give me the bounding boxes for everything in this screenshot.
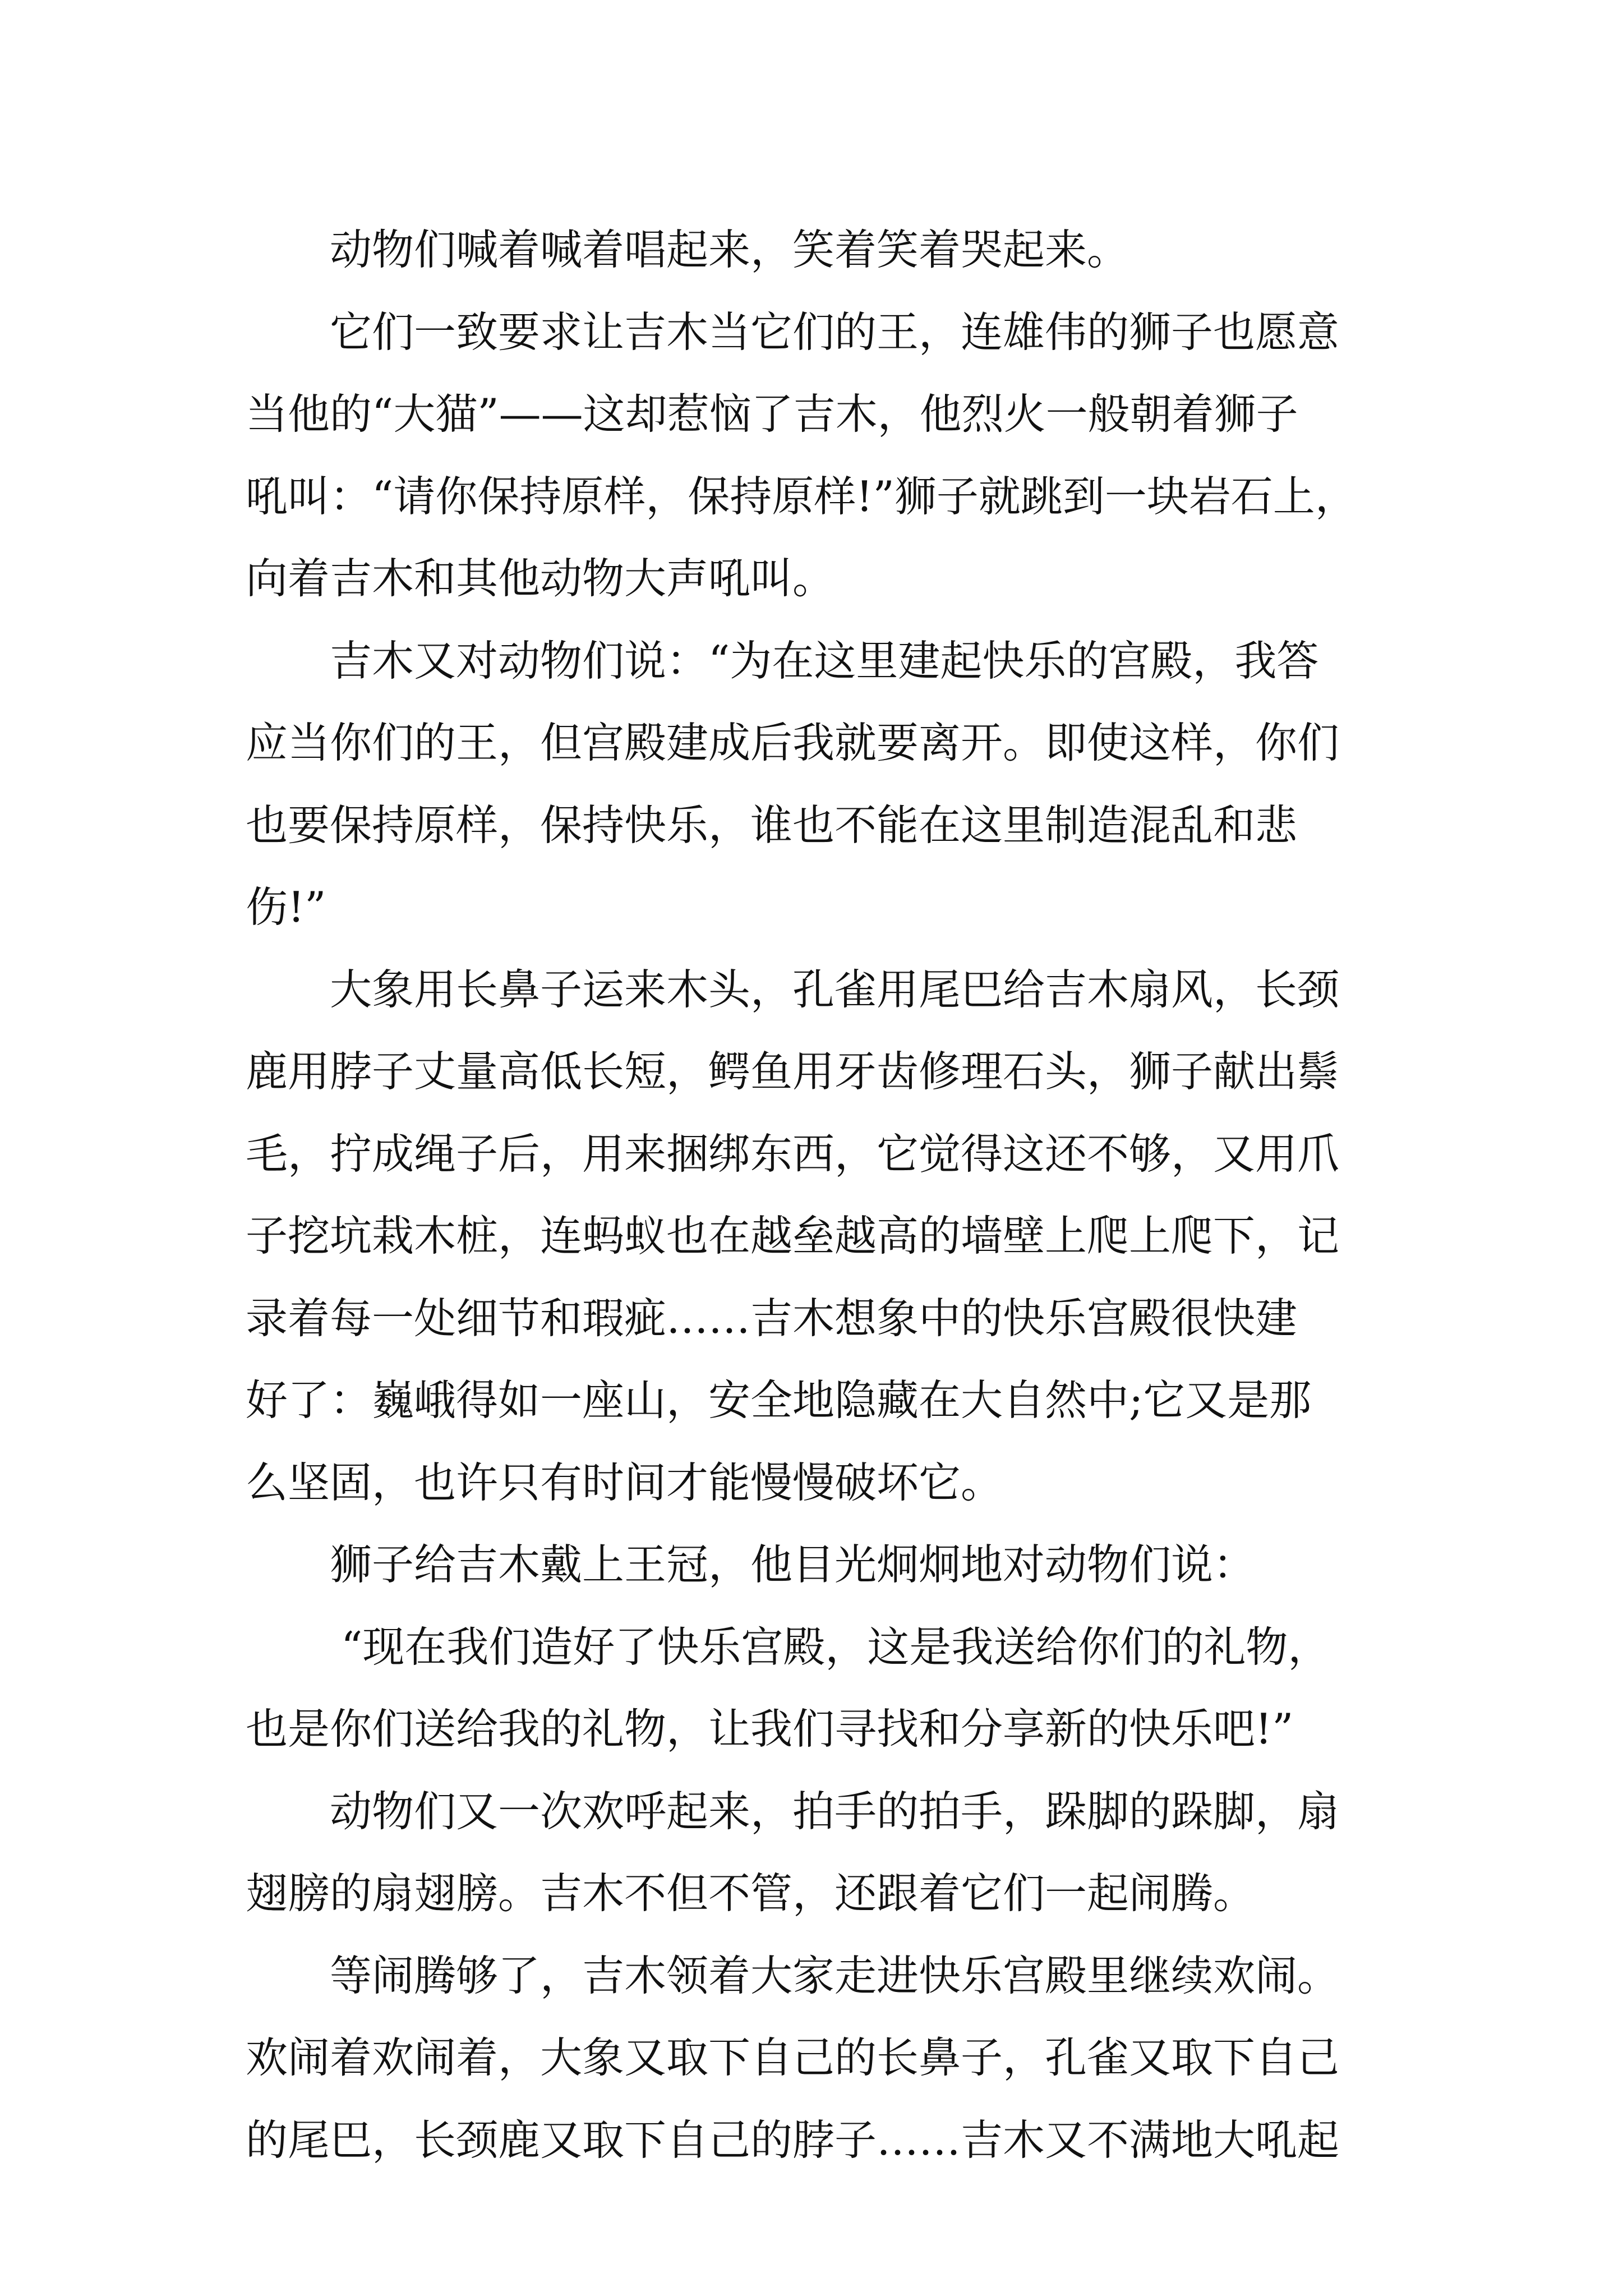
text-line: 欢闹着欢闹着，大象又取下自己的长鼻子，孔雀又取下自己 (246, 2033, 1340, 2082)
text-line: 等闹腾够了，吉木领着大家走进快乐宫殿里继续欢闹。 (330, 1950, 1340, 2000)
text-line: 的尾巴，长颈鹿又取下自己的脖子……吉木又不满地大吼起 (246, 2115, 1340, 2165)
text-line: 吉木又对动物们说：“为在这里建起快乐的宫殿，我答 (330, 636, 1319, 685)
text-line: 向着吉木和其他动物大声吼叫。 (246, 554, 835, 603)
text-line: 好了：巍峨得如一座山，安全地隐藏在大自然中;它又是那 (246, 1375, 1312, 1425)
text-line: 伤!” (246, 882, 326, 932)
text-line: 也要保持原样，保持快乐，谁也不能在这里制造混乱和悲 (246, 800, 1298, 850)
text-line: 也是你们送给我的礼物，让我们寻找和分享新的快乐吧!” (246, 1704, 1294, 1754)
body-text (246, 209, 1387, 2181)
text-line: 翅膀的扇翅膀。吉木不但不管，还跟着它们一起闹腾。 (246, 1869, 1256, 1918)
text-line: 大象用长鼻子运来木头，孔雀用尾巴给吉木扇风，长颈 (330, 964, 1340, 1014)
text-line: 录着每一处细节和瑕疵……吉木想象中的快乐宫殿很快建 (246, 1293, 1298, 1343)
text-line: “现在我们造好了快乐宫殿，这是我送给你们的礼物， (341, 1622, 1330, 1672)
text-line: 毛，拧成绳子后，用来捆绑东西，它觉得这还不够，又用爪 (246, 1129, 1340, 1179)
text-line: 鹿用脖子丈量高低长短，鳄鱼用牙齿修理石头，狮子献出鬃 (246, 1047, 1340, 1096)
text-line: 吼叫：“请你保持原样，保持原样!”狮子就跳到一块岩石上， (246, 471, 1357, 521)
text-line: 动物们喊着喊着唱起来，笑着笑着哭起来。 (330, 225, 1129, 274)
text-line: 狮子给吉木戴上王冠，他目光炯炯地对动物们说： (330, 1540, 1256, 1589)
text-line: 它们一致要求让吉木当它们的王，连雄伟的狮子也愿意 (330, 307, 1340, 357)
text-line: 当他的“大猫”——这却惹恼了吉木，他烈火一般朝着狮子 (246, 389, 1298, 439)
text-line: 么坚固，也许只有时间才能慢慢破坏它。 (246, 1457, 1003, 1507)
text-line: 动物们又一次欢呼起来，拍手的拍手，跺脚的跺脚，扇 (330, 1786, 1340, 1836)
text-line: 应当你们的王，但宫殿建成后我就要离开。即使这样，你们 (246, 718, 1340, 767)
text-line: 子挖坑栽木桩，连蚂蚁也在越垒越高的墙壁上爬上爬下，记 (246, 1211, 1340, 1260)
